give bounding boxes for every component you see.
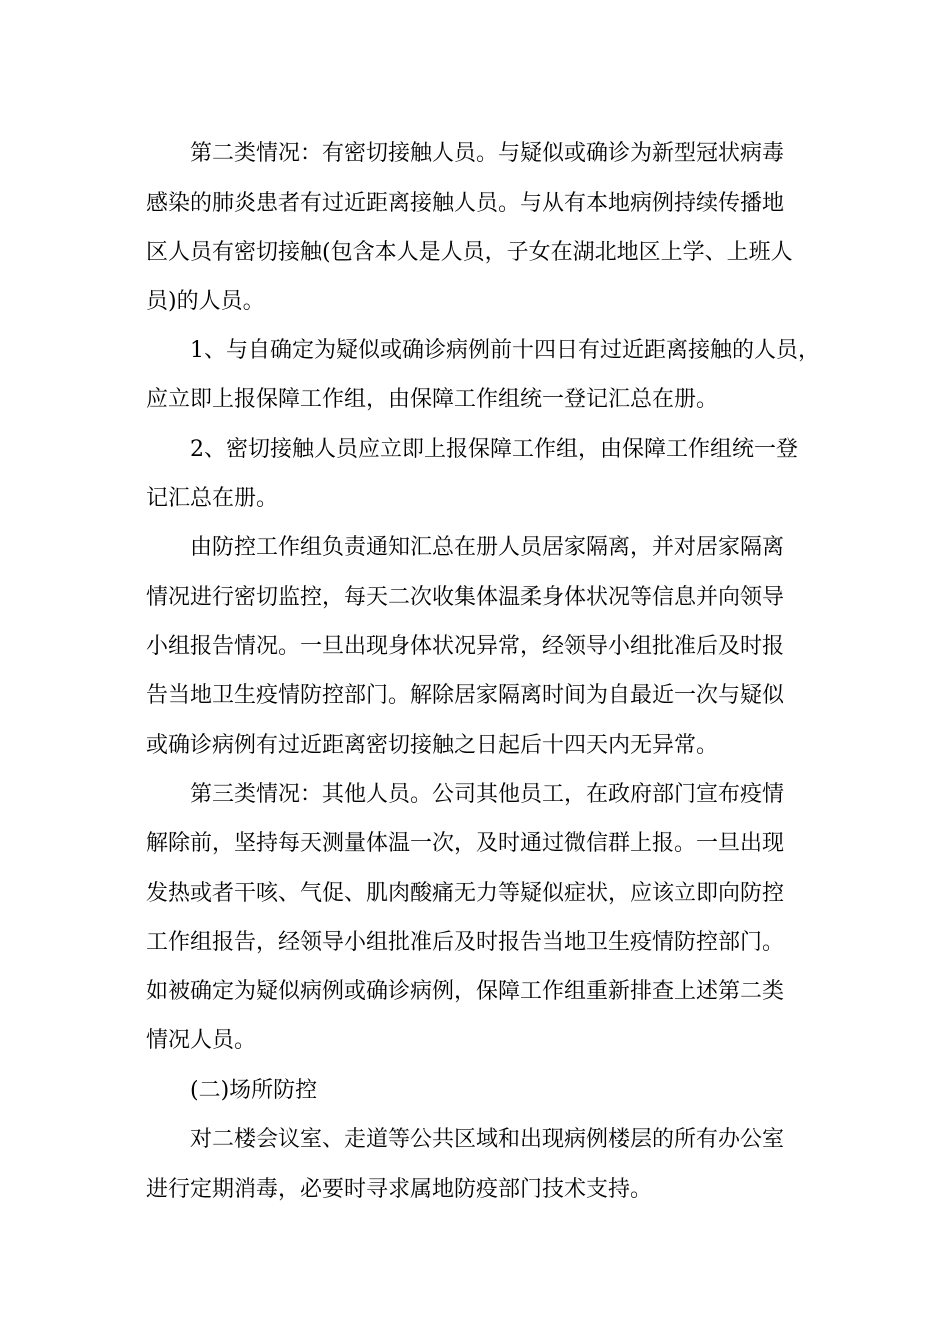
text-line: 告当地卫生疫情防控部门。解除居家隔离时间为自最近一次与疑似 bbox=[146, 683, 785, 708]
text-line: 员)的人员。 bbox=[146, 289, 265, 314]
text-line: 进行定期消毒，必要时寻求属地防疫部门技术支持。 bbox=[146, 1177, 653, 1202]
text-line: 1、与自确定为疑似或确诊病例前十四日有过近距离接触的人员， bbox=[190, 338, 820, 363]
text-line: 解除前，坚持每天测量体温一次，及时通过微信群上报。一旦出现 bbox=[146, 831, 785, 856]
text-line: 情况进行密切监控，每天二次收集体温柔身体状况等信息并向领导 bbox=[146, 585, 785, 610]
text-line: 第二类情况：有密切接触人员。与疑似或确诊为新型冠状病毒 bbox=[190, 141, 785, 166]
text-line: 2、密切接触人员应立即上报保障工作组，由保障工作组统一登 bbox=[190, 437, 798, 462]
text-line: 感染的肺炎患者有过近距离接触人员。与从有本地病例持续传播地 bbox=[146, 191, 785, 216]
text-line: 区人员有密切接触(包含本人是人员，子女在湖北地区上学、上班人 bbox=[146, 240, 793, 265]
text-line: 记汇总在册。 bbox=[146, 486, 279, 511]
text-line: 应立即上报保障工作组，由保障工作组统一登记汇总在册。 bbox=[146, 387, 719, 412]
text-line: 第三类情况：其他人员。公司其他员工，在政府部门宣布疫情 bbox=[190, 782, 785, 807]
text-line: 小组报告情况。一旦出现身体状况异常，经领导小组批准后及时报 bbox=[146, 634, 785, 659]
text-line: 工作组报告，经领导小组批准后及时报告当地卫生疫情防控部门。 bbox=[146, 930, 785, 955]
text-line: 或确诊病例有过近距离密切接触之日起后十四天内无异常。 bbox=[146, 733, 719, 758]
text-line: 由防控工作组负责通知汇总在册人员居家隔离，并对居家隔离 bbox=[190, 535, 785, 560]
section-heading: (二)场所防控 bbox=[190, 1078, 318, 1103]
text-line: 对二楼会议室、走道等公共区域和出现病例楼层的所有办公室 bbox=[190, 1127, 785, 1152]
text-line: 如被确定为疑似病例或确诊病例，保障工作组重新排查上述第二类 bbox=[146, 979, 785, 1004]
text-line: 发热或者干咳、气促、肌肉酸痛无力等疑似症状，应该立即向防控 bbox=[146, 881, 785, 906]
text-line: 情况人员。 bbox=[146, 1028, 257, 1053]
